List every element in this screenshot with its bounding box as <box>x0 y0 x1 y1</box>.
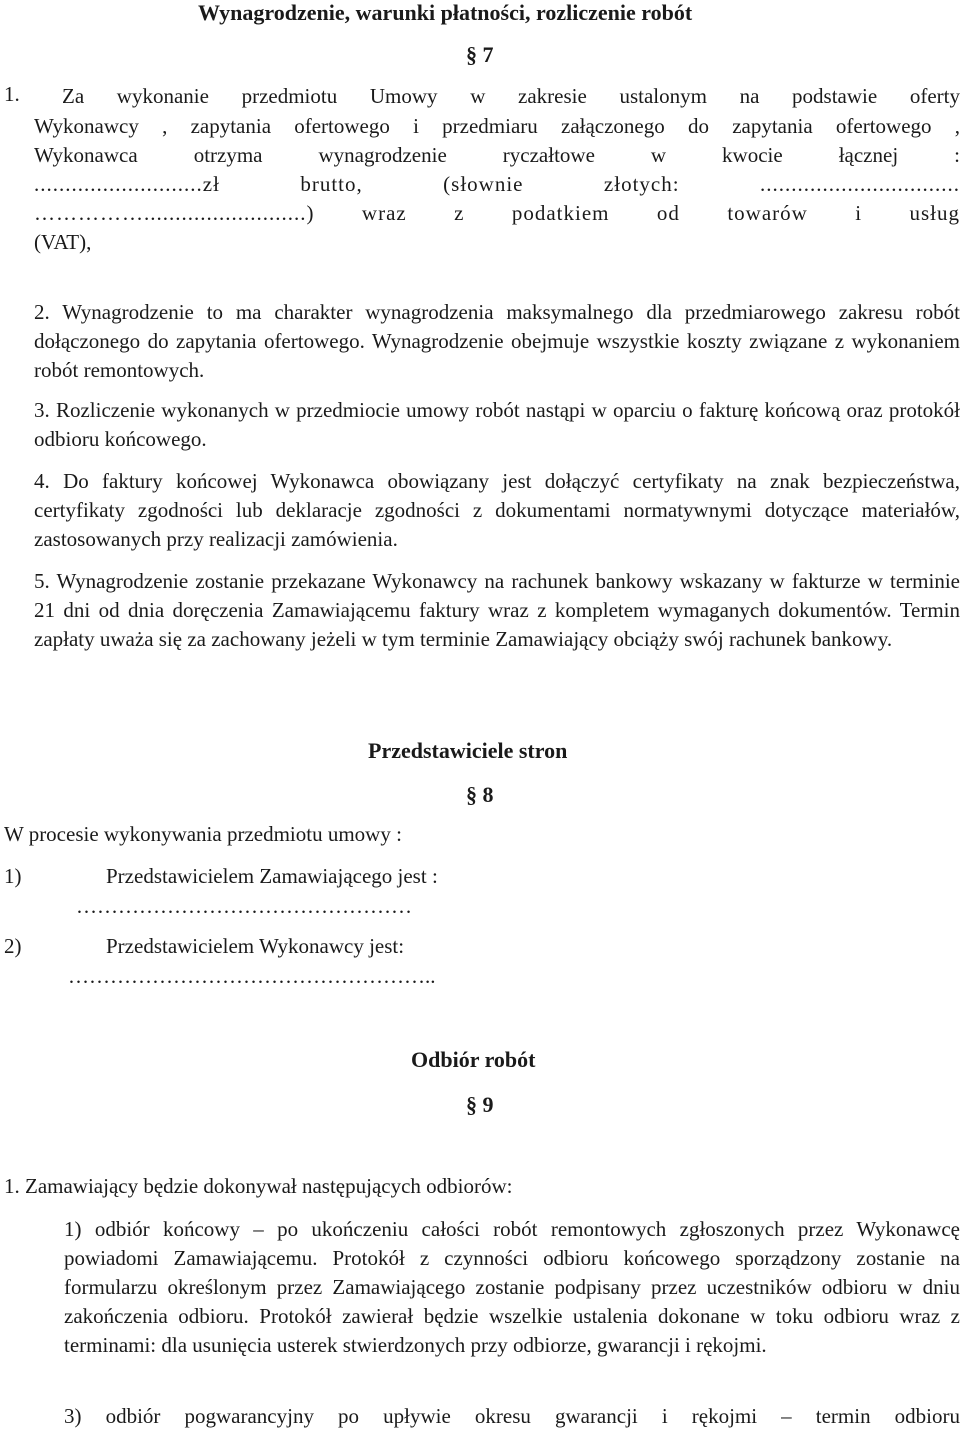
s9-paragraph-1: 1. Zamawiający będzie dokonywał następujących odbiorów: <box>4 1174 513 1198</box>
s7-p4-number: 4. <box>34 469 50 493</box>
section-8-number: § 8 <box>466 782 494 807</box>
s7-p1-line4: ...........................zł brutto, (słownie złotych: ................................ <box>34 172 960 196</box>
s8-item1-number: 1) <box>4 864 22 888</box>
s7-paragraph-2 <box>34 298 960 385</box>
s7-p1-line6: (VAT), <box>34 230 92 254</box>
section-9-heading: Odbiór robót <box>411 1047 536 1072</box>
s7-p5-number: 5. <box>34 569 50 593</box>
s8-item2-label: Przedstawicielem Wykonawcy jest: <box>106 934 405 958</box>
s8-intro: W procesie wykonywania przedmiotu umowy : <box>4 822 402 846</box>
section-8-heading: Przedstawiciele stron <box>368 738 568 763</box>
s8-item2-number: 2) <box>4 934 22 958</box>
s7-paragraph-3 <box>34 396 960 454</box>
section-9-number: § 9 <box>466 1092 494 1117</box>
section-7-number: § 7 <box>466 42 494 67</box>
s8-item1-label: Przedstawicielem Zamawiającego jest : <box>106 864 438 888</box>
section-7-heading: Wynagrodzenie, warunki płatności, rozliczenie robót <box>198 0 693 25</box>
s7-paragraph-5 <box>34 567 960 654</box>
s9-item-1: 1) odbiór końcowy – po ukończeniu całości robót remontowych zgłoszonych przez Wykonawcę powiadomi Zamawiającemu. Protokół z czynności odbioru końcowego sporządzony zostanie na formularzu określonym przez Zamawiającego zostanie podpisany przez uczestników odbioru w dniu zakończenia odbioru. Protokół zawierał będzie wszelkie ustalenia dokonane w toku odbioru wraz z terminami: dla usunięcia usterek stwierdzonych przy odbiorze, gwarancji i rękojmi. <box>64 1217 960 1357</box>
s7-p4-text: Do faktury końcowej Wykonawca obowiązany jest dołączyć certyfikaty na znak bezpieczeństwa, certyfikaty zgodności lub deklaracje zgodności z dokumentami normatywnymi dotyczące materiałów, zastosowanych przy realizacji zamówienia. <box>34 469 960 551</box>
s8-item2-fill: …………………………………………….. <box>68 964 436 988</box>
s7-p5-text: Wynagrodzenie zostanie przekazane Wykonawcy na rachunek bankowy wskazany w fakturze w terminie 21 dni od dnia doręczenia Zamawiającemu faktury wraz z kompletem wymaganych dokumentów. Termin zapłaty uważa się za zachowany jeżeli w tym terminie Zamawiający obciąży swój rachunek bankowy. <box>34 569 960 651</box>
s7-p2-text: Wynagrodzenie to ma charakter wynagrodzenia maksymalnego dla przedmiarowego zakresu robót dołączonego do zapytania ofertowego. Wynagrodzenie obejmuje wszystkie koszty związane z wykonaniem robót remontowych. <box>34 300 960 382</box>
s7-p3-number: 3. <box>34 398 50 422</box>
s7-p3-text: Rozliczenie wykonanych w przedmiocie umowy robót nastąpi w oparciu o fakturę końcową oraz protokół odbioru końcowego. <box>34 398 960 451</box>
s7-p1-line2: Wykonawcy , zapytania ofertowego i przedmiaru załączonego do zapytania ofertowego , <box>34 114 960 138</box>
s7-paragraph-4 <box>34 467 960 554</box>
s7-p1-number: 1. <box>4 82 20 106</box>
s7-p1-line5: ……………..........................) wraz z podatkiem od towarów i usług <box>34 201 960 225</box>
s8-item1-fill: ………………………………………… <box>76 894 412 918</box>
s7-p2-number: 2. <box>34 300 50 324</box>
s9-item-3: 3) odbiór pogwarancyjny po upływie okresu gwarancji i rękojmi – termin odbioru <box>64 1404 960 1428</box>
s7-p1-line3: Wykonawca otrzyma wynagrodzenie ryczałtowe w kwocie łącznej : <box>34 143 960 167</box>
s7-p1-line1: Za wykonanie przedmiotu Umowy w zakresie ustalonym na podstawie oferty <box>62 84 960 108</box>
